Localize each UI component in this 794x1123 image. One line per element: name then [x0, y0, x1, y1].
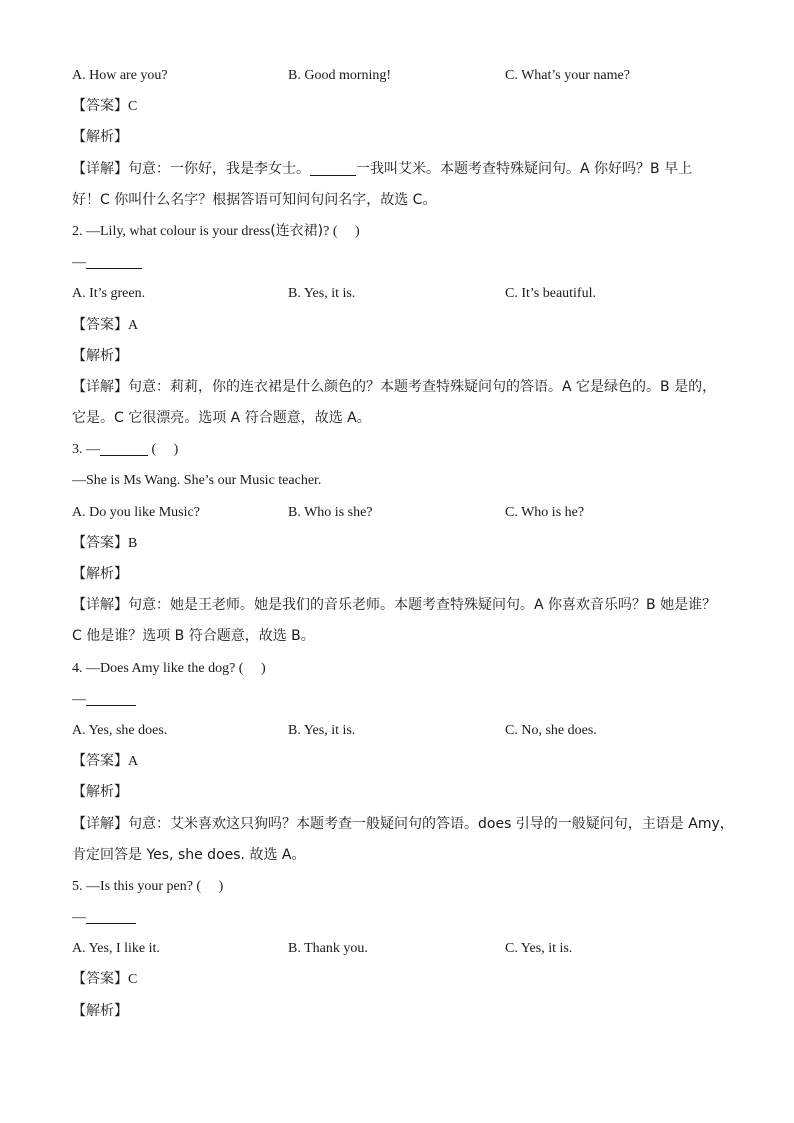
q4-reply [72, 684, 722, 715]
q3-detail-text-1: 句意：她是王老师。她是我们的音乐老师。本题考查特殊疑问句。A 你喜欢音乐吗？B 她是谁？ [128, 597, 717, 614]
q2-option-c: C. It’s beautiful. [505, 286, 596, 302]
answer-blank [86, 909, 136, 924]
q2-stem-end: ? ( ) [323, 223, 360, 239]
detail-label: 【详解】 [72, 378, 128, 395]
answer-label: 【答案】 [72, 534, 128, 551]
q5-answer [72, 964, 722, 995]
analysis-label: 【解析】 [72, 129, 128, 146]
q3-stem-end: ( ) [148, 442, 179, 458]
answer-blank [310, 161, 356, 176]
q3-answer-value: B [128, 535, 138, 551]
q5-reply [72, 902, 722, 933]
q3-detail-line-1 [72, 590, 722, 621]
q2-detail-line-2 [72, 403, 722, 434]
q2-detail-text-2: 它是。C 它很漂亮。选项 A 符合题意，故选 A。 [72, 410, 371, 427]
q4-detail-line-2 [72, 840, 722, 871]
answer-label: 【答案】 [72, 753, 128, 770]
q4-answer-value: A [128, 754, 139, 770]
q3-option-a: A. Do you like Music? [72, 504, 200, 520]
q5-option-a: A. Yes, I like it. [72, 941, 160, 957]
q5-stem [72, 871, 722, 902]
q5-analysis [72, 996, 722, 1027]
analysis-label: 【解析】 [72, 784, 128, 801]
q2-answer-value: A [128, 317, 139, 333]
q2-detail-text-1: 句意：莉莉，你的连衣裙是什么颜色的？本题考查特殊疑问句的答语。A 它是绿色的。B 是的， [128, 378, 717, 395]
q2-detail-line-1 [72, 372, 722, 403]
q4-option-c: C. No, she does. [505, 722, 597, 738]
q3-reply-text: —She is Ms Wang. She’s our Music teacher. [72, 473, 322, 489]
detail-label: 【详解】 [72, 597, 128, 614]
answer-label: 【答案】 [72, 98, 128, 115]
answer-blank [86, 254, 142, 269]
q2-reply [72, 247, 722, 278]
q2-stem [72, 216, 722, 247]
q4-detail-line-1 [72, 809, 734, 840]
reply-dash: — [72, 691, 86, 707]
q5-answer-value: C [128, 972, 138, 988]
q4-stem [72, 653, 722, 684]
q3-analysis [72, 559, 722, 590]
analysis-label: 【解析】 [72, 1002, 128, 1019]
q1-detail-line-1 [72, 154, 722, 185]
q1-options [72, 60, 722, 91]
q1-detail-line-2 [72, 185, 722, 216]
q4-detail-text-2: 肯定回答是 Yes, she does. 故选 A。 [72, 846, 306, 863]
q2-option-b: B. Yes, it is. [288, 286, 356, 302]
analysis-label: 【解析】 [72, 347, 128, 364]
q4-option-b: B. Yes, it is. [288, 722, 356, 738]
q3-reply [72, 465, 722, 496]
q4-answer [72, 746, 722, 777]
q2-stem-text: 2. —Lily, what colour is your dress [72, 223, 271, 239]
q1-detail-text-post: 一我叫艾米。本题考查特殊疑问句。A 你好吗？B 早上 [356, 160, 693, 177]
analysis-label: 【解析】 [72, 566, 128, 582]
q1-analysis [72, 122, 722, 153]
q3-detail-text-2: C 他是谁？选项 B 符合题意，故选 B。 [72, 628, 315, 645]
q5-option-b: B. Thank you. [288, 941, 368, 957]
reply-dash: — [72, 255, 86, 271]
answer-label: 【答案】 [72, 971, 128, 988]
q5-option-c: C. Yes, it is. [505, 941, 573, 957]
q2-answer [72, 310, 722, 341]
q3-option-c: C. Who is he? [505, 504, 585, 520]
q1-detail-text-pre: 句意：一你好，我是李女士。 [128, 160, 310, 177]
q3-options [72, 497, 722, 528]
q2-options [72, 278, 722, 309]
q4-stem-text: 4. —Does Amy like the dog? ( ) [72, 660, 266, 676]
q4-analysis [72, 777, 722, 808]
q2-analysis [72, 341, 722, 372]
q2-option-a: A. It’s green. [72, 286, 146, 302]
q3-stem [72, 434, 722, 465]
q4-option-a: A. Yes, she does. [72, 722, 168, 738]
detail-label: 【详解】 [72, 160, 128, 177]
q3-detail-line-2 [72, 621, 722, 652]
q1-detail-text-2: 好！C 你叫什么名字？根据答语可知问句问名字，故选 C。 [72, 191, 437, 208]
reply-dash: — [72, 910, 86, 926]
answer-blank [86, 691, 136, 706]
q3-answer [72, 528, 722, 559]
q4-detail-text-1: 句意：艾米喜欢这只狗吗？本题考查一般疑问句的答语。does 引导的一般疑问句，主语是 Amy， [128, 815, 734, 832]
q1-option-b: B. Good morning! [288, 68, 392, 83]
q3-option-b: B. Who is she? [288, 504, 373, 520]
q4-options [72, 715, 722, 746]
detail-label: 【详解】 [72, 815, 128, 832]
q3-stem-text: 3. — [72, 442, 100, 458]
q5-stem-text: 5. —Is this your pen? ( ) [72, 878, 224, 894]
exam-answer-page [72, 60, 734, 1027]
q1-answer-value: C [128, 99, 138, 115]
q1-option-a: A. How are you? [72, 68, 168, 83]
q1-option-c: C. What’s your name? [505, 68, 630, 83]
answer-blank [100, 441, 148, 456]
q1-answer [72, 91, 722, 122]
q2-stem-gloss: (连衣裙) [270, 222, 324, 239]
answer-label: 【答案】 [72, 316, 128, 333]
q5-options [72, 933, 722, 964]
